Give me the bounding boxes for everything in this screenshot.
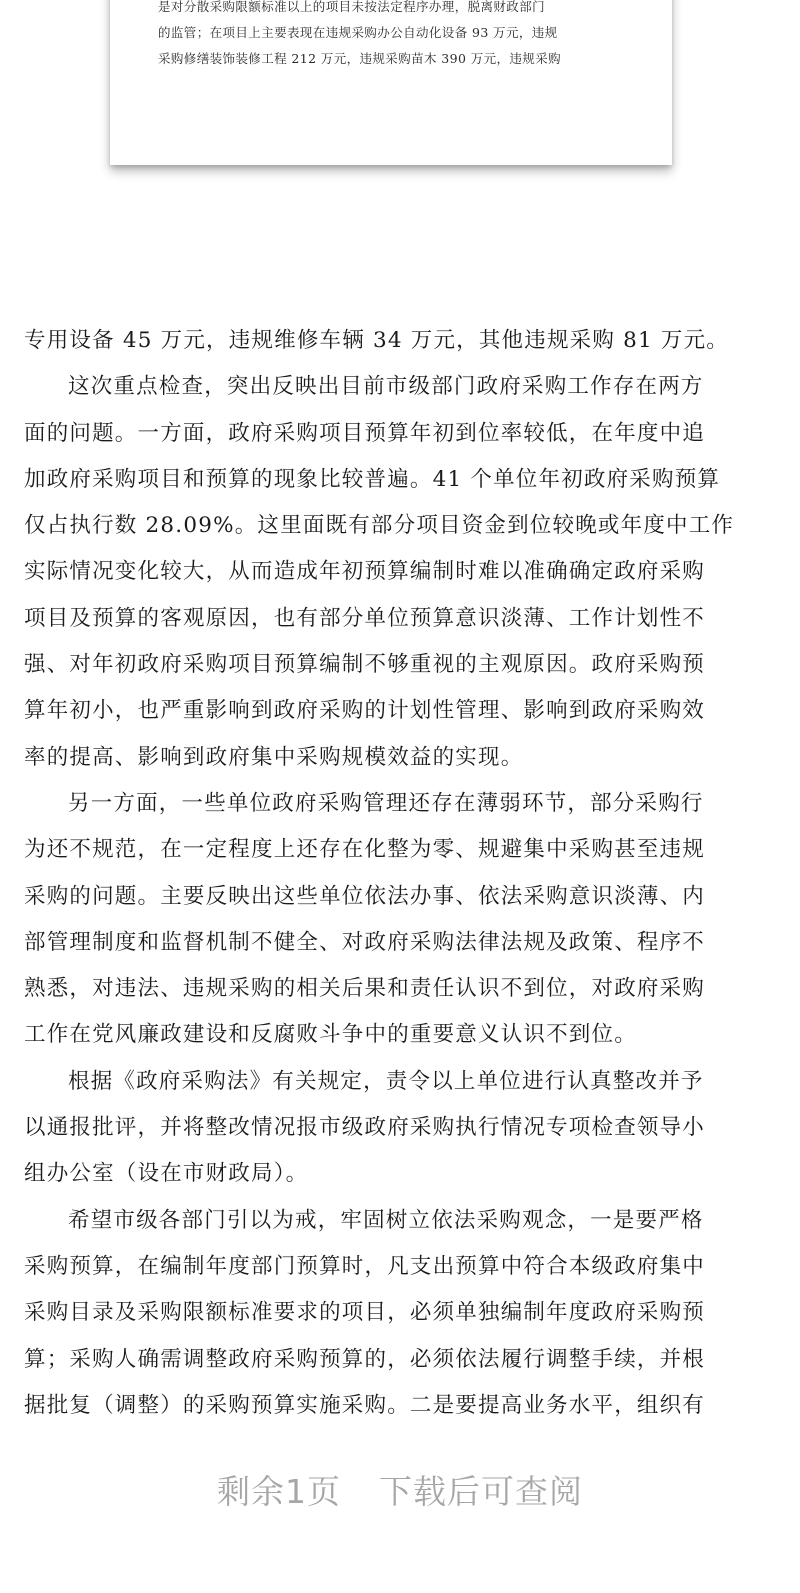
preview-line: 采购修缮装饰装修工程 212 万元，违规采购苗木 390 万元，违规采购 [158, 51, 562, 66]
text-line: 专用设备 45 万元，违规维修车辆 34 万元，其他违规采购 81 万元。 [24, 328, 729, 353]
text-line: 实际情况变化较大，从而造成年初预算编制时难以准确确定政府采购 [24, 559, 706, 585]
previous-page-preview [110, 0, 672, 165]
text-line: 面的问题。一方面，政府采购项目预算年初到位率较低，在年度中追 [24, 420, 706, 446]
text-line: 采购目录及采购限额标准要求的项目，必须单独编制年度政府采购预 [24, 1300, 706, 1326]
paragraph-start: 另一方面，一些单位政府采购管理还存在薄弱环节，部分采购行 [68, 790, 704, 816]
text-line: 率的提高、影响到政府集中采购规模效益的实现。 [24, 744, 524, 770]
preview-line: 的监管；在项目上主要表现在违规采购办公自动化设备 93 万元，违规 [158, 25, 558, 40]
download-to-view-label: 下载后可查阅 [379, 1472, 583, 1511]
text-line: 采购的问题。主要反映出这些单位依法办事、依法采购意识淡薄、内 [24, 883, 706, 909]
text-line: 部管理制度和监督机制不健全、对政府采购法律法规及政策、程序不 [24, 929, 706, 955]
text-line: 项目及预算的客观原因，也有部分单位预算意识淡薄、工作计划性不 [24, 605, 706, 631]
text-line: 采购预算，在编制年度部门预算时，凡支出预算中符合本级政府集中 [24, 1253, 706, 1279]
text-line: 仅占执行数 28.09%。这里面既有部分项目资金到位较晚或年度中工作 [24, 513, 735, 539]
remaining-pages-label: 剩余1页 [217, 1472, 341, 1511]
preview-line: 是对分散采购限额标准以上的项目未按法定程序办理，脱离财政部门 [158, 0, 546, 14]
text-line: 据批复（调整）的采购预算实施采购。二是要提高业务水平，组织有 [24, 1392, 706, 1418]
paragraph-start: 希望市级各部门引以为戒，牢固树立依法采购观念，一是要严格 [68, 1207, 704, 1233]
remaining-pages-banner[interactable] [0, 1466, 800, 1513]
document-body [24, 318, 776, 1429]
text-line: 工作在党风廉政建设和反腐败斗争中的重要意义认识不到位。 [24, 1022, 637, 1048]
text-line: 加政府采购项目和预算的现象比较普遍。41 个单位年初政府采购预算 [24, 466, 721, 492]
text-line: 算年初小，也严重影响到政府采购的计划性管理、影响到政府采购效 [24, 698, 706, 724]
text-line: 组办公室（设在市财政局）。 [24, 1161, 309, 1187]
preview-text [158, 0, 628, 72]
paragraph-start: 这次重点检查，突出反映出目前市级部门政府采购工作存在两方 [68, 374, 704, 400]
text-line: 强、对年初政府采购项目预算编制不够重视的主观原因。政府采购预 [24, 652, 706, 678]
text-line: 算；采购人确需调整政府采购预算的，必须依法履行调整手续，并根 [24, 1346, 706, 1372]
text-line: 熟悉，对违法、违规采购的相关后果和责任认识不到位，对政府采购 [24, 976, 706, 1002]
text-line: 为还不规范，在一定程度上还存在化整为零、规避集中采购甚至违规 [24, 837, 706, 863]
paragraph-start: 根据《政府采购法》有关规定，责令以上单位进行认真整改并予 [68, 1068, 704, 1094]
text-line: 以通报批评，并将整改情况报市级政府采购执行情况专项检查领导小 [24, 1115, 706, 1141]
